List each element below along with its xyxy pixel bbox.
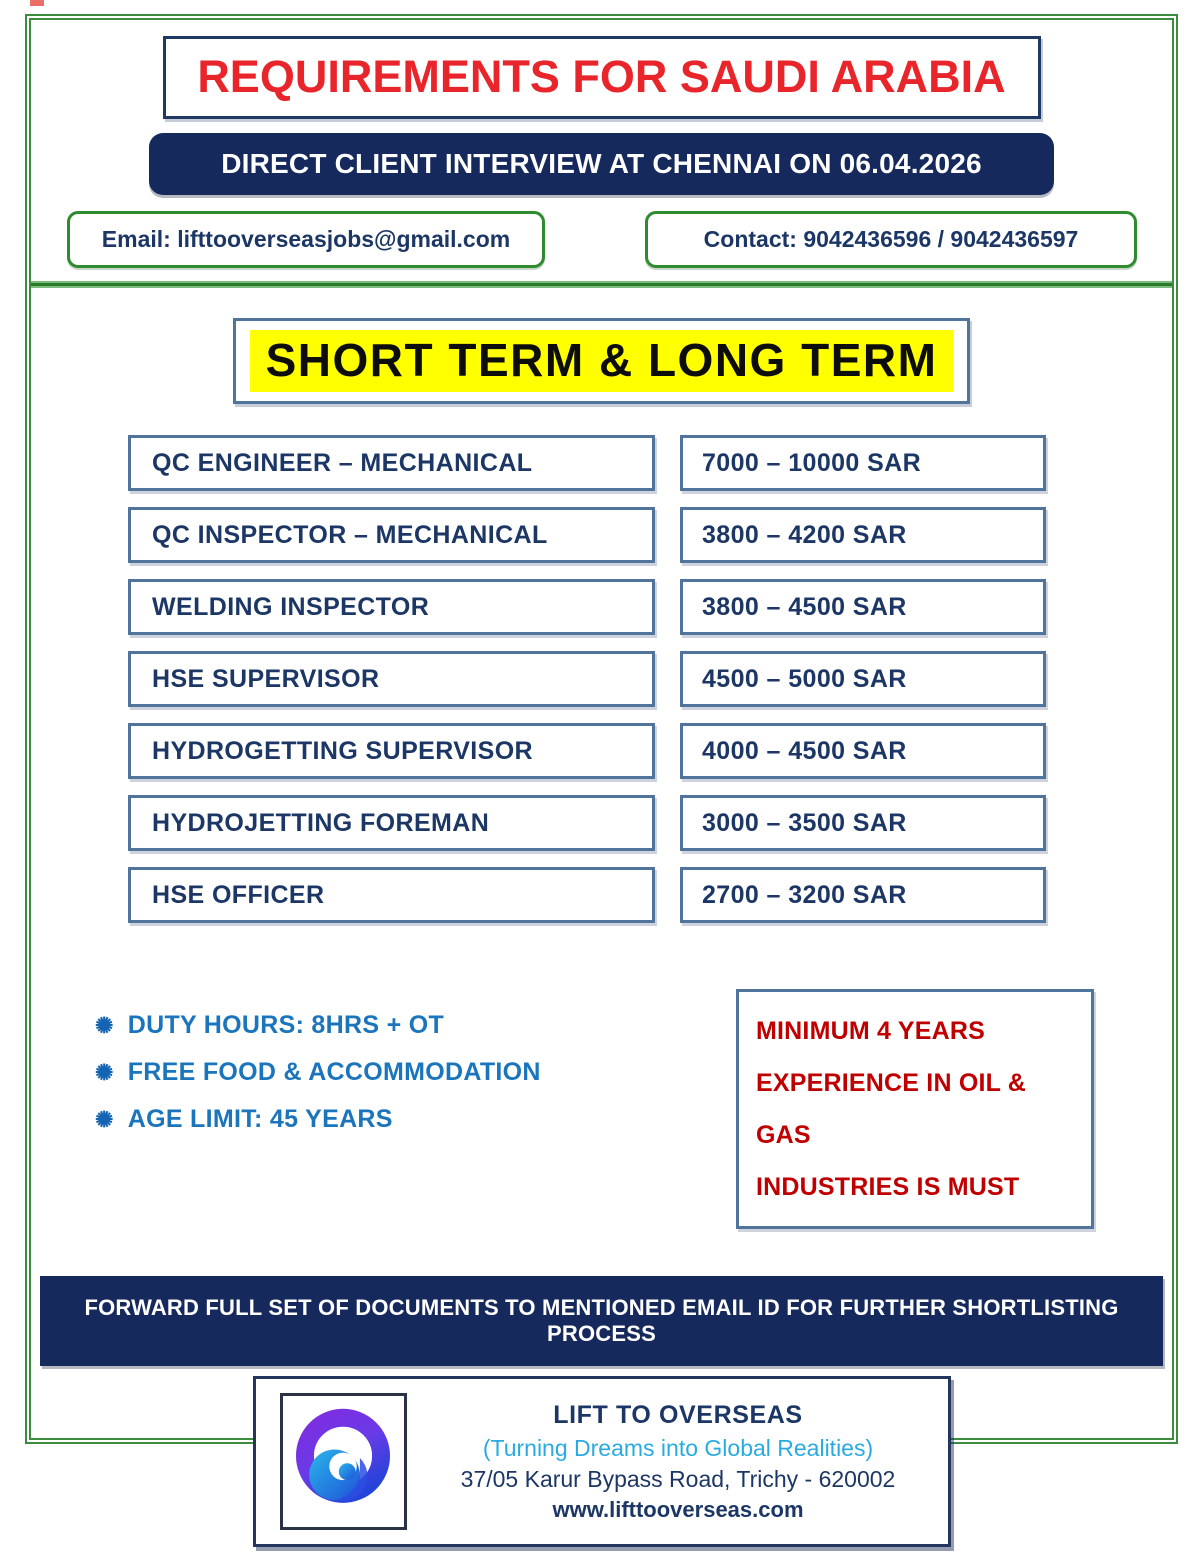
company-footer — [253, 1376, 951, 1547]
job-title-cell: WELDING INSPECTOR — [128, 579, 655, 635]
job-salary-cell: 2700 – 3200 SAR — [680, 867, 1046, 923]
scan-artifact-mark — [30, 0, 44, 6]
table-row — [128, 723, 1172, 779]
table-row — [128, 651, 1172, 707]
poster-frame — [25, 14, 1178, 1522]
company-address: 37/05 Karur Bypass Road, Trichy - 620002 — [460, 1465, 896, 1492]
job-salary-cell: 4000 – 4500 SAR — [680, 723, 1046, 779]
company-logo-frame — [280, 1393, 407, 1530]
footer-text-block — [427, 1401, 930, 1523]
job-title-cell: QC ENGINEER – MECHANICAL — [128, 435, 655, 491]
benefit-label: DUTY HOURS: 8HRS + OT — [127, 1011, 445, 1039]
table-row — [128, 795, 1172, 851]
table-row — [128, 867, 1172, 923]
job-title-cell: QC INSPECTOR – MECHANICAL — [128, 507, 655, 563]
experience-note-line: MINIMUM 4 YEARS — [756, 1017, 985, 1045]
job-title-cell: HSE OFFICER — [128, 867, 655, 923]
job-salary-cell: 4500 – 5000 SAR — [680, 651, 1046, 707]
list-item — [95, 1058, 541, 1087]
forward-documents-banner: FORWARD FULL SET OF DOCUMENTS TO MENTIONED EMAIL ID FOR FURTHER SHORTLISTING PROCESS — [40, 1276, 1163, 1366]
list-item — [95, 1011, 541, 1040]
job-salary-cell: 3800 – 4200 SAR — [680, 507, 1046, 563]
job-salary-cell: 3800 – 4500 SAR — [680, 579, 1046, 635]
job-title-cell: HYDROGETTING SUPERVISOR — [128, 723, 655, 779]
job-title-cell: HSE SUPERVISOR — [128, 651, 655, 707]
list-item — [95, 1105, 541, 1134]
experience-note-box — [736, 989, 1094, 1229]
experience-note-line: INDUSTRIES IS MUST — [756, 1173, 1020, 1201]
email-box: Email: lifttooverseasjobs@gmail.com — [67, 211, 545, 268]
company-website: www.lifttooverseas.com — [552, 1496, 804, 1522]
interview-banner: DIRECT CLIENT INTERVIEW AT CHENNAI ON 06.04.2026 — [149, 133, 1054, 195]
company-name: LIFT TO OVERSEAS — [553, 1400, 803, 1429]
star-bullet-icon: ✺ — [95, 1106, 114, 1132]
contact-box: Contact: 9042436596 / 9042436597 — [645, 211, 1137, 268]
job-table — [128, 435, 1172, 923]
star-bullet-icon: ✺ — [95, 1012, 114, 1038]
company-tagline: (Turning Dreams into Global Realities) — [482, 1434, 874, 1461]
job-salary-cell: 3000 – 3500 SAR — [680, 795, 1046, 851]
table-row — [128, 507, 1172, 563]
section-title: SHORT TERM & LONG TERM — [250, 330, 954, 392]
poster-title-box — [163, 36, 1041, 119]
job-title-cell: HYDROJETTING FOREMAN — [128, 795, 655, 851]
benefit-label: FREE FOOD & ACCOMMODATION — [127, 1058, 541, 1086]
wave-ring-logo-icon — [290, 1403, 396, 1520]
table-row — [128, 579, 1172, 635]
contact-row — [67, 211, 1137, 268]
benefit-list — [95, 1011, 541, 1152]
benefit-label: AGE LIMIT: 45 YEARS — [127, 1105, 393, 1133]
job-salary-cell: 7000 – 10000 SAR — [680, 435, 1046, 491]
star-bullet-icon: ✺ — [95, 1059, 114, 1085]
green-divider — [31, 281, 1172, 288]
section-title-box — [233, 318, 970, 404]
poster-title: REQUIREMENTS FOR SAUDI ARABIA — [197, 51, 1006, 102]
experience-note-line: EXPERIENCE IN OIL & GAS — [756, 1069, 1027, 1149]
benefits-and-note — [31, 1011, 1172, 1229]
table-row — [128, 435, 1172, 491]
